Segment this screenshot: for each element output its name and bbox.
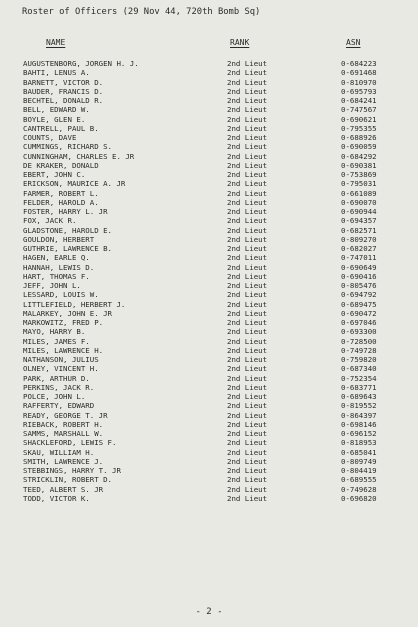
officer-asn: 0-694792 <box>341 290 377 300</box>
table-row <box>0 226 418 235</box>
officer-rank: 2nd Lieut <box>227 401 268 411</box>
officer-name: MILES, JAMES F. <box>23 336 90 346</box>
officer-asn: 0-759820 <box>341 355 377 364</box>
officer-rank: 2nd Lieut <box>227 373 268 383</box>
officer-asn: 0-682571 <box>341 225 377 235</box>
table-row <box>0 466 418 475</box>
officer-rank: 2nd Lieut <box>227 392 268 401</box>
officer-rank: 2nd Lieut <box>227 68 268 78</box>
officer-rank: 2nd Lieut <box>227 493 268 503</box>
officer-name: TEED, ALBERT S. JR <box>23 484 104 494</box>
table-row <box>0 327 418 336</box>
table-row <box>0 392 418 401</box>
officer-rank: 2nd Lieut <box>227 429 268 438</box>
officer-asn: 0-690944 <box>341 207 377 216</box>
officer-name: HART, THOMAS F. <box>23 271 90 281</box>
officer-rank: 2nd Lieut <box>227 123 268 133</box>
officer-name: GUTHRIE, LAWRENCE B. <box>23 244 112 253</box>
officer-rank: 2nd Lieut <box>227 133 268 142</box>
officer-asn: 0-753869 <box>341 170 377 179</box>
officer-asn: 0-749628 <box>341 484 377 494</box>
officer-asn: 0-749728 <box>341 345 377 355</box>
officer-asn: 0-795031 <box>341 179 377 189</box>
officer-asn: 0-689555 <box>341 475 377 485</box>
table-row <box>0 485 418 494</box>
officer-name: LITTLEFIELD, HERBERT J. <box>23 299 126 309</box>
officer-rank: 2nd Lieut <box>227 410 268 420</box>
table-row <box>0 105 418 114</box>
officer-name: BARNETT, VICTOR D. <box>23 77 104 87</box>
officer-rank: 2nd Lieut <box>227 308 268 318</box>
officer-name: SKAU, WILLIAM H. <box>23 447 95 457</box>
officer-rank: 2nd Lieut <box>227 160 268 170</box>
officer-rank: 2nd Lieut <box>227 318 268 327</box>
officer-name: LESSARD, LOUIS W. <box>23 290 99 300</box>
officer-name: HANNAH, LEWIS D. <box>23 262 95 272</box>
table-row <box>0 161 418 170</box>
officer-name: MARKOWITZ, FRED P. <box>23 318 104 327</box>
officer-asn: 0-690472 <box>341 308 377 318</box>
officer-name: BELL, EDWARD W. <box>23 105 90 115</box>
officer-name: OLNEY, VINCENT H. <box>23 364 99 374</box>
officer-name: GLADSTONE, HAROLD E. <box>23 225 112 235</box>
officer-asn: 0-696820 <box>341 493 377 503</box>
officer-name: CUMMINGS, RICHARD S. <box>23 142 112 152</box>
officer-asn: 0-693300 <box>341 327 377 337</box>
officer-name: HAGEN, EARLE Q. <box>23 253 90 263</box>
officer-name: STEBBINGS, HARRY T. JR <box>23 466 121 475</box>
officer-name: PERKINS, JACK R. <box>23 382 95 392</box>
officer-rank: 2nd Lieut <box>227 207 268 216</box>
officer-asn: 0-689475 <box>341 299 377 309</box>
table-row <box>0 189 418 198</box>
officer-asn: 0-810970 <box>341 77 377 87</box>
officer-rank: 2nd Lieut <box>227 336 268 346</box>
officer-asn: 0-661089 <box>341 188 377 198</box>
table-row <box>0 411 418 420</box>
document-title: Roster of Officers (29 Nov 44, 720th Bomb Sq) <box>22 7 261 17</box>
officer-rank: 2nd Lieut <box>227 170 268 179</box>
officer-asn: 0-819552 <box>341 401 377 411</box>
officer-name: GOULDON, HERBERT <box>23 234 95 244</box>
table-row <box>0 355 418 364</box>
officer-name: FOX, JACK R. <box>23 216 77 226</box>
table-row <box>0 78 418 87</box>
officer-rank: 2nd Lieut <box>227 216 268 226</box>
officer-asn: 0-805476 <box>341 281 377 290</box>
table-row <box>0 374 418 383</box>
officer-asn: 0-864397 <box>341 410 377 420</box>
table-row <box>0 300 418 309</box>
table-row <box>0 364 418 373</box>
table-row <box>0 290 418 299</box>
table-row <box>0 179 418 188</box>
officer-asn: 0-689643 <box>341 392 377 401</box>
officer-asn: 0-695793 <box>341 86 377 96</box>
table-row <box>0 401 418 410</box>
officer-asn: 0-698146 <box>341 419 377 429</box>
table-row <box>0 152 418 161</box>
column-header-asn: ASN <box>346 38 361 47</box>
officer-asn: 0-690070 <box>341 197 377 207</box>
officer-rank: 2nd Lieut <box>227 77 268 87</box>
officer-rank: 2nd Lieut <box>227 142 268 152</box>
officer-name: BAHTI, LENUS A. <box>23 68 90 78</box>
officer-rank: 2nd Lieut <box>227 355 268 364</box>
officer-rank: 2nd Lieut <box>227 299 268 309</box>
officer-asn: 0-690649 <box>341 262 377 272</box>
column-header-rank: RANK <box>230 38 250 47</box>
officer-name: READY, GEORGE T. JR <box>23 410 108 420</box>
officer-asn: 0-747011 <box>341 253 377 263</box>
officer-rank: 2nd Lieut <box>227 281 268 290</box>
officer-asn: 0-690381 <box>341 160 377 170</box>
officer-rank: 2nd Lieut <box>227 438 268 448</box>
officer-asn: 0-795355 <box>341 123 377 133</box>
table-row <box>0 448 418 457</box>
table-row <box>0 253 418 262</box>
officer-name: SAMMS, MARSHALL W. <box>23 429 104 438</box>
officer-asn: 0-809749 <box>341 456 377 466</box>
column-header-name: NAME <box>46 38 66 47</box>
roster-table <box>0 59 418 503</box>
officer-asn: 0-682027 <box>341 244 377 253</box>
officer-rank: 2nd Lieut <box>227 197 268 207</box>
table-row <box>0 438 418 447</box>
officer-name: AUGUSTENBORG, JORGEN H. J. <box>23 59 139 68</box>
officer-name: BOYLE, GLEN E. <box>23 114 86 124</box>
officer-asn: 0-683771 <box>341 382 377 392</box>
officer-rank: 2nd Lieut <box>227 253 268 263</box>
officer-rank: 2nd Lieut <box>227 466 268 475</box>
table-row <box>0 216 418 225</box>
officer-rank: 2nd Lieut <box>227 114 268 124</box>
officer-rank: 2nd Lieut <box>227 59 268 68</box>
officer-name: SHACKLEFORD, LEWIS F. <box>23 438 117 448</box>
officer-name: MILES, LAWRENCE H. <box>23 345 104 355</box>
officer-asn: 0-684241 <box>341 96 377 105</box>
table-row <box>0 244 418 253</box>
officer-asn: 0-690621 <box>341 114 377 124</box>
officer-name: PARK, ARTHUR D. <box>23 373 90 383</box>
officer-asn: 0-688926 <box>341 133 377 142</box>
table-row <box>0 318 418 327</box>
officer-asn: 0-804419 <box>341 466 377 475</box>
officer-name: STRICKLIN, ROBERT D. <box>23 475 112 485</box>
officer-rank: 2nd Lieut <box>227 382 268 392</box>
officer-name: BECHTEL, DONALD R. <box>23 96 104 105</box>
officer-asn: 0-752354 <box>341 373 377 383</box>
officer-name: BAUDER, FRANCIS D. <box>23 86 104 96</box>
officer-name: TODD, VICTOR K. <box>23 493 90 503</box>
officer-name: FARMER, ROBERT L. <box>23 188 99 198</box>
officer-name: SMITH, LAWRENCE J. <box>23 456 104 466</box>
officer-asn: 0-684223 <box>341 59 377 68</box>
officer-asn: 0-690416 <box>341 271 377 281</box>
officer-rank: 2nd Lieut <box>227 475 268 485</box>
table-row <box>0 475 418 484</box>
table-row <box>0 115 418 124</box>
officer-rank: 2nd Lieut <box>227 327 268 337</box>
table-row <box>0 133 418 142</box>
officer-rank: 2nd Lieut <box>227 96 268 105</box>
officer-rank: 2nd Lieut <box>227 456 268 466</box>
officer-rank: 2nd Lieut <box>227 188 268 198</box>
officer-rank: 2nd Lieut <box>227 262 268 272</box>
table-row <box>0 59 418 68</box>
officer-rank: 2nd Lieut <box>227 179 268 189</box>
officer-asn: 0-684292 <box>341 151 377 161</box>
officer-rank: 2nd Lieut <box>227 364 268 374</box>
officer-rank: 2nd Lieut <box>227 244 268 253</box>
officer-asn: 0-685041 <box>341 447 377 457</box>
officer-name: RAFFERTY, EDWARD <box>23 401 95 411</box>
table-row <box>0 207 418 216</box>
officer-name: FOSTER, HARRY L. JR <box>23 207 108 216</box>
table-row <box>0 346 418 355</box>
officer-rank: 2nd Lieut <box>227 290 268 300</box>
officer-name: FELDER, HAROLD A. <box>23 197 99 207</box>
table-row <box>0 87 418 96</box>
table-row <box>0 68 418 77</box>
officer-name: EBERT, JOHN C. <box>23 170 86 179</box>
officer-asn: 0-694357 <box>341 216 377 226</box>
table-row <box>0 337 418 346</box>
officer-rank: 2nd Lieut <box>227 86 268 96</box>
table-row <box>0 263 418 272</box>
table-row <box>0 281 418 290</box>
officer-name: CANTRELL, PAUL B. <box>23 123 99 133</box>
officer-name: ERICKSON, MAURICE A. JR <box>23 179 126 189</box>
table-row <box>0 235 418 244</box>
table-row <box>0 198 418 207</box>
officer-name: JEFF, JOHN L. <box>23 281 81 290</box>
officer-asn: 0-697046 <box>341 318 377 327</box>
officer-rank: 2nd Lieut <box>227 345 268 355</box>
officer-name: MAYO, HARRY B. <box>23 327 86 337</box>
table-row <box>0 429 418 438</box>
officer-rank: 2nd Lieut <box>227 271 268 281</box>
table-row <box>0 124 418 133</box>
officer-rank: 2nd Lieut <box>227 484 268 494</box>
officer-asn: 0-690059 <box>341 142 377 152</box>
table-row <box>0 457 418 466</box>
officer-name: CUNNINGHAM, CHARLES E. JR <box>23 151 135 161</box>
officer-rank: 2nd Lieut <box>227 447 268 457</box>
table-row <box>0 309 418 318</box>
officer-rank: 2nd Lieut <box>227 151 268 161</box>
officer-name: RIEBACK, ROBERT H. <box>23 419 104 429</box>
officer-name: POLCE, JOHN L. <box>23 392 86 401</box>
officer-asn: 0-696152 <box>341 429 377 438</box>
table-row <box>0 272 418 281</box>
page-number: - 2 - <box>195 607 223 617</box>
officer-asn: 0-818953 <box>341 438 377 448</box>
table-row <box>0 170 418 179</box>
officer-name: NATHANSON, JULIUS <box>23 355 99 364</box>
table-row <box>0 96 418 105</box>
officer-asn: 0-728500 <box>341 336 377 346</box>
officer-rank: 2nd Lieut <box>227 234 268 244</box>
table-row <box>0 142 418 151</box>
officer-rank: 2nd Lieut <box>227 225 268 235</box>
officer-asn: 0-687340 <box>341 364 377 374</box>
officer-name: COUNTS, DAVE <box>23 133 77 142</box>
table-row <box>0 383 418 392</box>
officer-rank: 2nd Lieut <box>227 419 268 429</box>
officer-asn: 0-809270 <box>341 234 377 244</box>
table-row <box>0 420 418 429</box>
table-row <box>0 494 418 503</box>
officer-asn: 0-691468 <box>341 68 377 78</box>
officer-name: DE KRAKER, DONALD <box>23 160 99 170</box>
officer-asn: 0-747567 <box>341 105 377 115</box>
officer-rank: 2nd Lieut <box>227 105 268 115</box>
officer-name: MALARKEY, JOHN E. JR <box>23 308 112 318</box>
